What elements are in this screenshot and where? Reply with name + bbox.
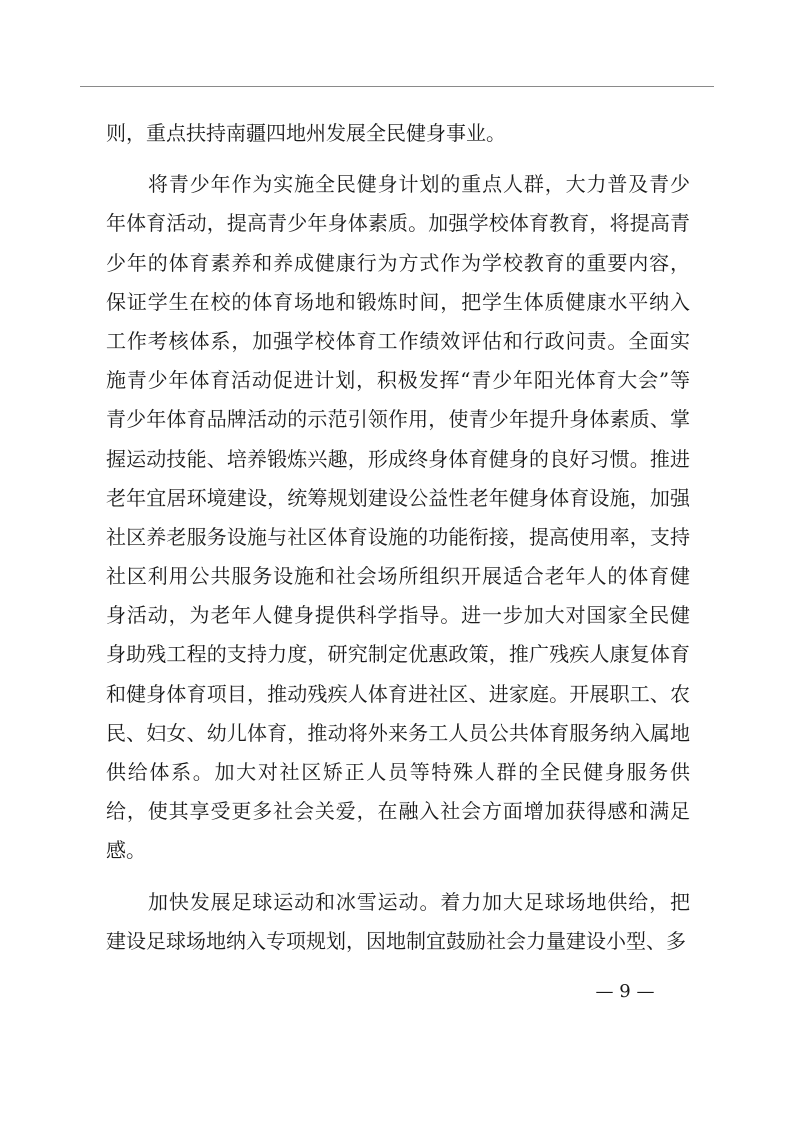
text-line: 社区养老服务设施与社区体育设施的功能衔接，提高使用率，支持 [106,524,690,549]
text-line: 身活动，为老年人健身提供科学指导。进一步加大对国家全民健 [106,603,690,628]
page-number: — 9 — [595,981,655,1002]
text-line: 老年宜居环境建设，统筹规划建设公益性老年健身体育设施，加强 [106,485,690,510]
text-line: 保证学生在校的体育场地和锻炼时间，把学生体质健康水平纳入 [106,289,690,314]
text-line: 握运动技能、培养锻炼兴趣，形成终身体育健身的良好习惯。推进 [106,446,690,471]
text-line: 感。 [106,838,146,863]
header-rule [80,86,714,87]
paragraph [106,165,690,870]
paragraph-gap [106,871,690,883]
text-line: 工作考核体系，加强学校体育工作绩效评估和行政问责。全面实 [106,328,690,353]
text-line: 年体育活动，提高青少年身体素质。加强学校体育教育，将提高青 [106,211,690,236]
text-line: 身助残工程的支持力度，研究制定优惠政策，推广残疾人康复体育 [106,642,690,667]
paragraph [106,114,690,153]
text-line: 和健身体育项目，推动残疾人体育进社区、进家庭。开展职工、农 [106,681,690,706]
text-line: 青少年体育品牌活动的示范引领作用，使青少年提升身体素质、掌 [106,407,690,432]
text-line: 供给体系。加大对社区矫正人员等特殊人群的全民健身服务供 [106,760,690,784]
text-line: 加快发展足球运动和冰雪运动。着力加大足球场地供给，把 [148,889,690,914]
paragraph-gap [106,153,690,165]
paragraph [106,883,690,961]
text-line: 给，使其享受更多社会关爱，在融入社会方面增加获得感和满足 [106,799,690,824]
text-line: 社区利用公共服务设施和社会场所组织开展适合老年人的体育健 [106,564,690,589]
text-line: 民、妇女、幼儿体育，推动将外来务工人员公共体育服务纳入属地 [106,720,690,745]
text-line: 建设足球场地纳入专项规划，因地制宜鼓励社会力量建设小型、多 [106,928,686,953]
document-body [106,114,690,961]
text-line: 施青少年体育活动促进计划，积极发挥“青少年阳光体育大会”等 [106,368,690,393]
text-line: 则，重点扶持南疆四地州发展全民健身事业。 [106,121,506,145]
text-line: 将青少年作为实施全民健身计划的重点人群，大力普及青少 [148,172,690,197]
text-line: 少年的体育素养和养成健康行为方式作为学校教育的重要内容， [106,250,690,275]
